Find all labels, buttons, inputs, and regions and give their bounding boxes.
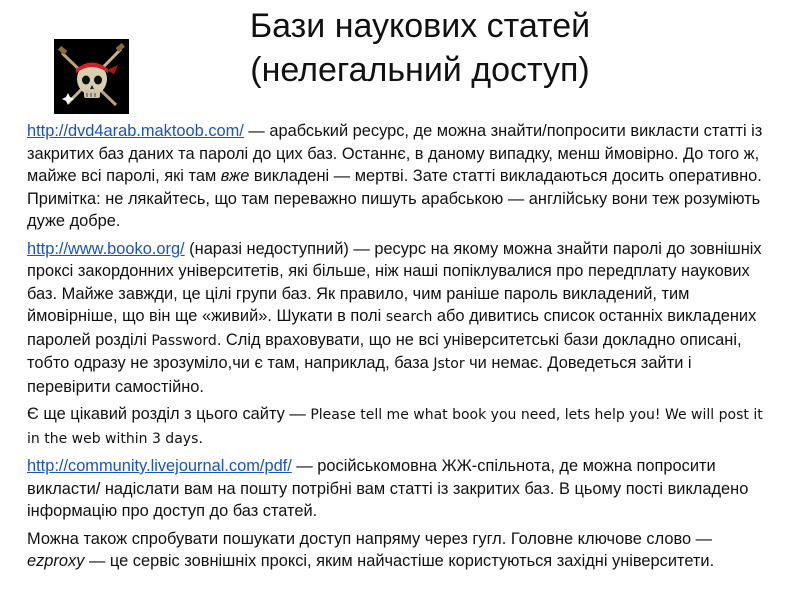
livejournal-link[interactable]: http://community.livejournal.com/pdf/: [27, 457, 292, 475]
jstor-keyword: Jstor: [433, 356, 465, 372]
paragraph-text: або дивитись список останніх викладених паролей розділі: [27, 307, 757, 349]
password-keyword: Password: [151, 332, 217, 349]
paragraph-text: .: [198, 428, 203, 447]
ezproxy-keyword: ezproxy: [27, 552, 85, 570]
paragraph-booko: [27, 238, 773, 399]
paragraph-text: — арабський ресурс, де можна знайти/попросити викласти статті із закритих баз даних та паролі до цих баз. Останнє, в даному випадку, менш ймовірно. До того ж, майже всі паролі, які там: [27, 122, 763, 185]
paragraph-text: (наразі недоступний) — ресурс на якому можна знайти паролі до зовнішніх проксі закордонних університетів, які більше, ніж наші попіклувалися про передплату наукових баз. Майже завжди, це цілі групи баз. Як правило, чим раніше пароль викладений, тим ймовірніше, що він ще «живий». Шукати в полі: [27, 239, 762, 325]
paragraph-text: . Слід враховувати, що не всі університетські бази докладно описані, тобто одразу не зрозуміло,чи є там, наприклад, база: [27, 330, 742, 372]
paragraph-text: чи немає. Доведеться зайти і перевірити самостійно.: [27, 354, 692, 396]
paragraph-text: Можна також спробувати пошукати доступ напряму через гугл. Головне ключове слово —: [27, 529, 713, 548]
pirate-skull-icon: [54, 39, 129, 114]
paragraph-dvd4arab: [27, 120, 773, 233]
article-body: [27, 120, 773, 578]
search-keyword: search: [385, 309, 433, 325]
title-line-1: Бази наукових статей: [249, 7, 591, 45]
dvd4arab-link[interactable]: http://dvd4arab.maktoob.com/: [27, 122, 244, 140]
paragraph-text: викладені — мертві. Зате статті викладаються досить оперативно. Примітка: не лякайтесь, що там переважно пишуть арабською — англійську вони теж розуміють дуже добре.: [27, 167, 762, 230]
page-title: [170, 4, 670, 92]
pirate-skull-graphic: [54, 39, 129, 114]
paragraph-google: [27, 528, 773, 573]
english-section-title: Please tell me what book you need, lets help you! We will post it in the web within 3 days: [27, 407, 763, 447]
booko-link[interactable]: http://www.booko.org/: [27, 239, 185, 258]
title-line-2: (нелегальний доступ): [250, 51, 590, 89]
paragraph-livejournal: [27, 455, 773, 523]
paragraph-text: — російськомовна ЖЖ-спільнота, де можна попросити викласти/ надіслати вам на пошту потрібні вам статті із закритих баз. В цьому пості викладено інформацію про доступ до баз статей.: [27, 457, 749, 520]
emphasis-text: вже: [220, 167, 250, 185]
paragraph-text: Є ще цікавий розділ з цього сайту —: [27, 405, 311, 423]
paragraph-text: — це сервіс зовнішніх проксі, яким найчастіше користуються західні університети.: [84, 552, 715, 570]
paragraph-section-note: [27, 403, 773, 450]
